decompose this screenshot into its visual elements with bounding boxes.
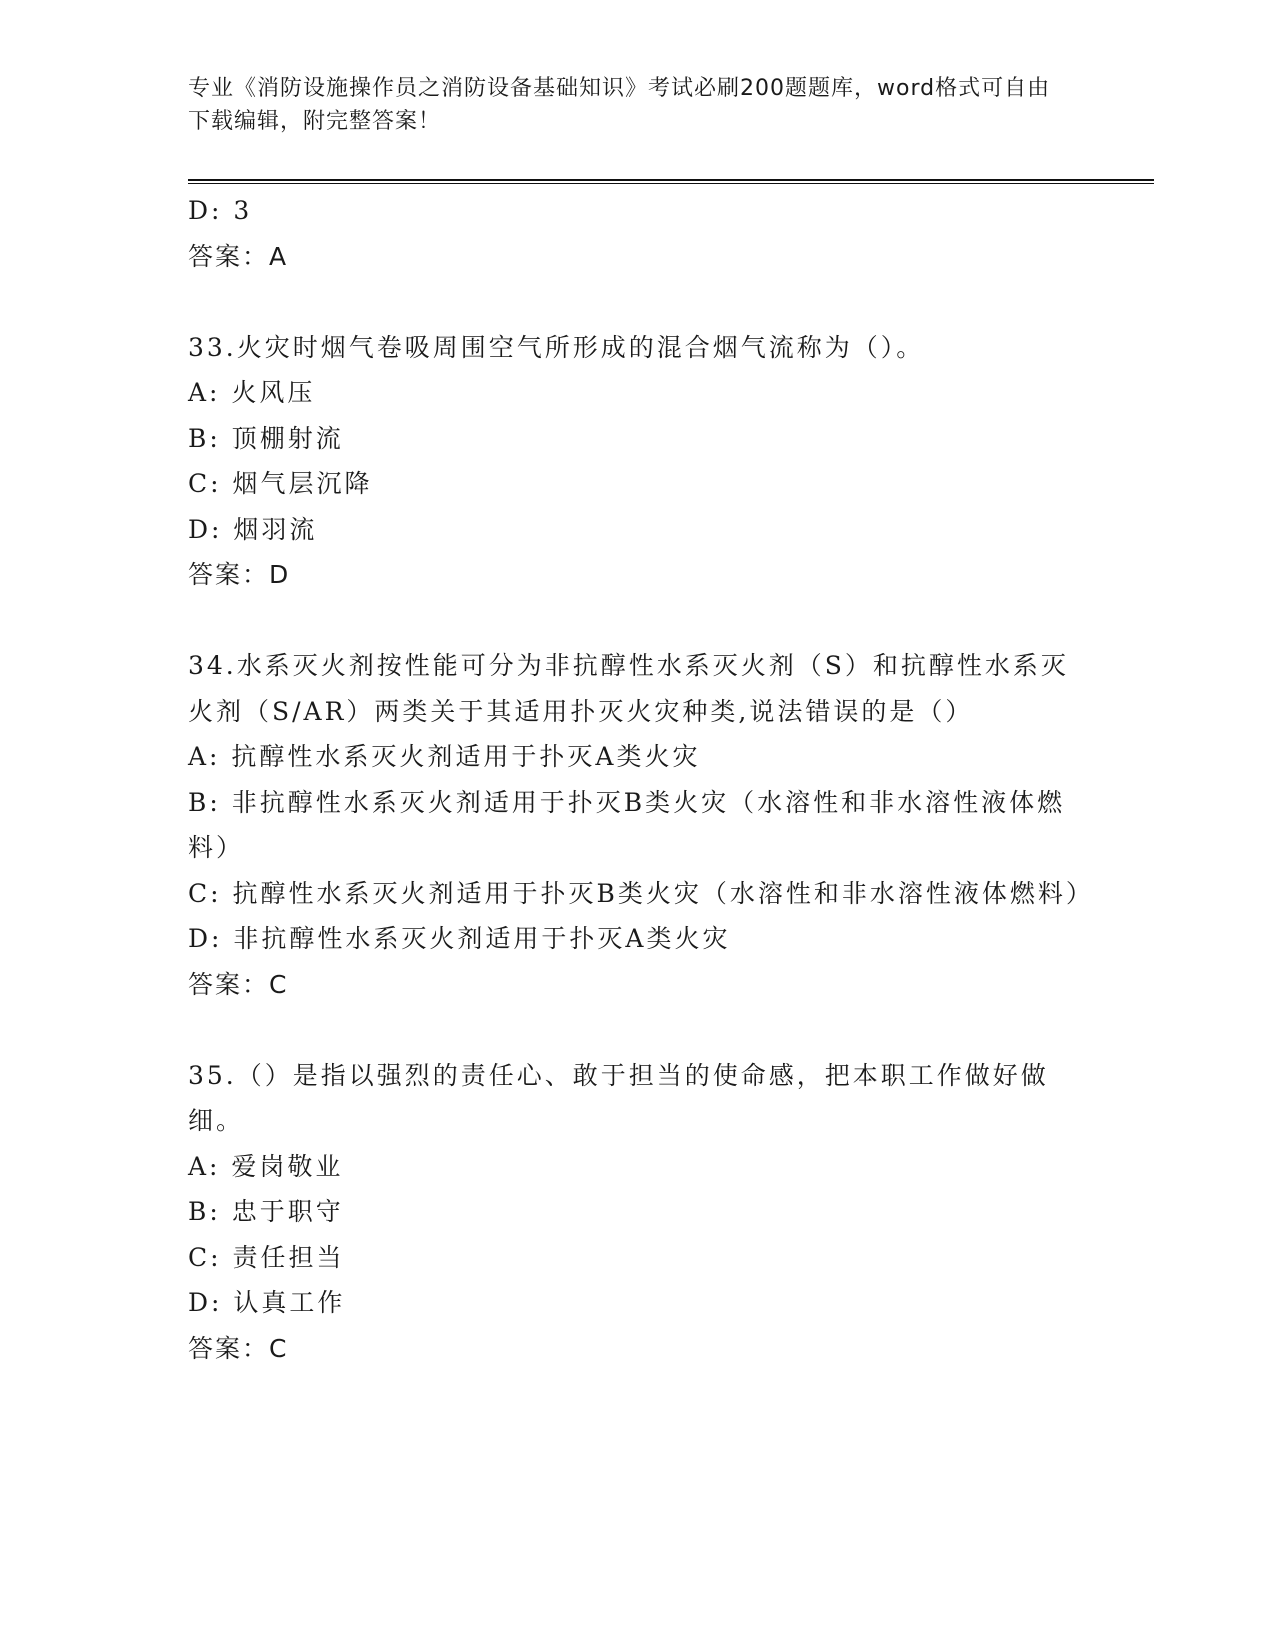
header-divider [188,179,1154,184]
question-33 [188,325,1088,598]
header-text: 专业《消防设施操作员之消防设备基础知识》考试必刷200题题库，word格式可自由下载编辑，附完整答案！ [188,76,1051,134]
option-d: D: 认真工作 [188,1288,346,1317]
page-header [188,72,1068,138]
question-stem: 33.火灾时烟气卷吸周围空气所形成的混合烟气流称为（）。 [188,332,925,362]
spacer [188,279,1088,325]
option-b: B: 顶棚射流 [188,423,344,453]
option-c: C: 抗醇性水系灭火剂适用于扑灭B类火灾（水溶性和非水溶性液体燃料） [188,878,1094,908]
option-c: C: 烟气层沉降 [188,469,373,498]
question-34 [188,643,1094,1007]
option-d: D: 烟羽流 [188,514,318,544]
spacer [188,598,1088,644]
option-a: A: 火风压 [188,378,316,407]
option-b: B: 非抗醇性水系灭火剂适用于扑灭B类火灾（水溶性和非水溶性液体燃料） [188,787,1066,862]
spacer [188,1007,1088,1053]
question-stem: 34.水系灭火剂按性能可分为非抗醇性水系灭火剂（S）和抗醇性水系灭火剂（S/AR）两类关于其适用扑灭火灾种类,说法错误的是（） [188,651,1069,726]
option-a: A: 抗醇性水系灭火剂适用于扑灭A类火灾 [188,742,701,771]
option-d: D: 3 [188,196,253,225]
answer-line: 答案：C [188,969,289,999]
question-content [188,188,1094,1371]
option-d: D: 非抗醇性水系灭火剂适用于扑灭A类火灾 [188,924,731,953]
option-a: A: 爱岗敬业 [188,1151,344,1181]
answer-line: 答案：D [188,560,291,589]
question-35 [188,1053,1088,1372]
question-stem: 35.（）是指以强烈的责任心、敢于担当的使命感，把本职工作做好做细。 [188,1060,1049,1135]
option-b: B: 忠于职守 [188,1197,344,1226]
answer-line: 答案：A [188,241,289,271]
answer-line: 答案：C [188,1333,289,1363]
option-c: C: 责任担当 [188,1242,345,1272]
